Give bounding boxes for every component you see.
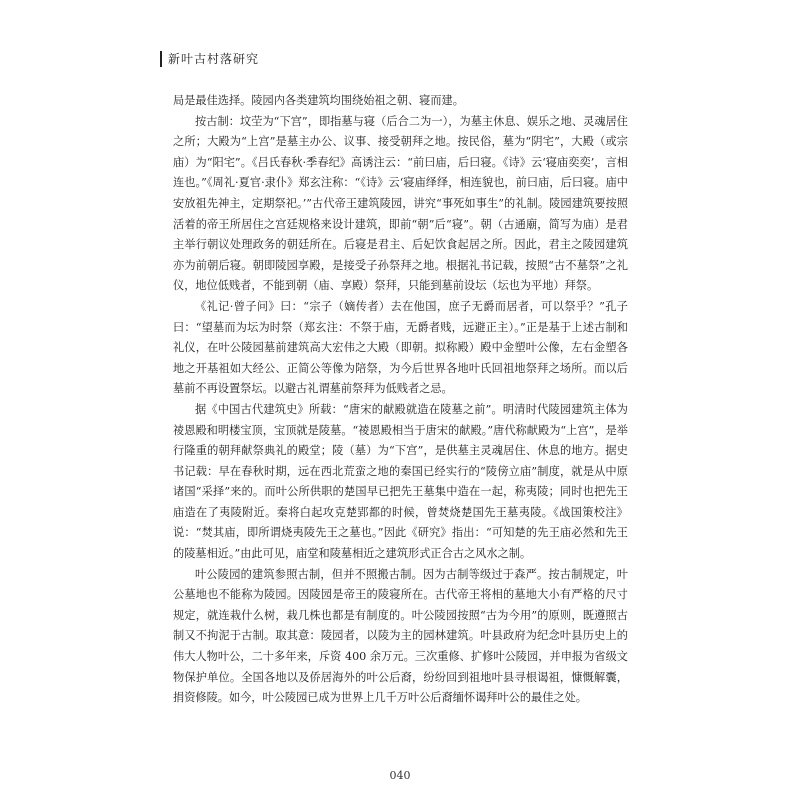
- paragraph-architecture-history: 据《中国古代建筑史》所载：“唐宋的献殿就造在陵墓之前”。明清时代陵园建筑主体为祾恩殿和明楼宝顶，宝顶就是陵墓。“祾恩殿相当于唐宋的献殿。”唐代称献殿为“上宫”，是举行隆重的朝拜献祭典礼的殿堂；陵（墓）为“下宫”，是供墓主灵魂居住、休息的地方。据史书记载：早在春秋时期，远在西北荒蛮之地的秦国已经实行的“陵傍立庙”制度，就是从中原诸国“采择”来的。而叶公所供职的楚国早已把先王墓集中造在一起，称夷陵；同时也把先王庙造在了夷陵附近。秦将白起攻克楚郢都的时候，曾焚烧楚国先王墓夷陵。《战国策校注》说：“焚其庙，即所谓烧夷陵先王之墓也。”因此《研究》指出：“可知楚的先王庙必然和先王的陵墓相近。”由此可见，庙堂和陵墓相近之建筑形式正合古之风水之制。: [173, 402, 628, 561]
- paragraph-yegong-mausoleum: 叶公陵园的建筑参照古制，但并不照搬古制。因为古制等级过于森严。按古制规定，叶公墓地也不能称为陵园。因陵园是帝王的陵寝所在。古代帝王将相的墓地大小有严格的尺寸规定，就连栽什么树，栽几株也都是有制度的。叶公陵园按照“古为今用”的原则，既遵照古制又不拘泥于古制。取其意：陵园者，以陵为主的园林建筑。叶县政府为纪念叶县历史上的伟大人物叶公，二十多年来，斥资 400 余万元。三次重修、扩修叶公陵园，并申报为省级文物保护单位。全国各地以及侨居海外的叶公后裔，纷纷回到祖地叶县寻根谒祖，慷慨解囊，捐资修陵。如今，叶公陵园已成为世界上几千万叶公后裔缅怀谒拜叶公的最佳之处。: [173, 567, 628, 705]
- running-header: [160, 50, 259, 67]
- body-text: [173, 91, 628, 709]
- book-title: 新叶古村落研究: [168, 52, 260, 66]
- paragraph-continuation: 局是最佳选择。陵园内各类建筑均围绕始祖之朝、寝而建。: [173, 94, 464, 107]
- page-number: 040: [389, 769, 411, 782]
- header-divider-bar: [160, 51, 162, 67]
- paragraph-book-of-rites: 《礼记·曾子问》曰：“宗子（嫡传者）去在他国，庶子无爵而居者，可以祭乎？”孔子曰：“望墓而为坛为时祭（郑玄注：不祭于庙，无爵者贱，远避正主）。”正是基于上述古制和礼仪，在叶公陵园墓前建筑高大宏伟之大殿（即朝。拟称殿）殿中金塑叶公像，左右金塑各地之开基祖如大经公、正简公等像为陪祭，为今后世界各地叶氏回祖地祭拜之场所。而以后墓前不再设置祭坛。以避古礼谓墓前祭拜为低贱者之忌。: [173, 299, 628, 396]
- paragraph-ancient-system: 按古制：坟茔为“下宫”，即指墓与寝（后合二为一），为墓主休息、娱乐之地、灵魂居住之所；大殿为“上宫”是墓主办公、议事、接受朝拜之地。按民俗，墓为“阴宅”，大殿（或宗庙）为“阳宅”。《吕氏春秋·季春纪》高诱注云：“前曰庙，后曰寝。《诗》云‘寝庙奕奕’，言相连也。”《周礼·夏官·隶仆》郑玄注称：“《诗》云‘寝庙绎绎，相连貌也，前曰庙，后曰寝。庙中安放祖先神主，定期祭祀。’”古代帝王建筑陵园，讲究“事死如事生”的礼制。陵园建筑要按照活着的帝王所居住之宫廷规格来设计建筑，即前“朝”后“寝”。朝（古通廟，简写为庙）是君主举行朝议处理政务的朝廷所在。后寝是君主、后妃饮食起居之所。因此，君主之陵园建筑亦为前朝后寝。朝即陵园享殿，是接受子孙祭拜之地。根据礼书记载，按照“古不墓祭”之礼仪，地位低贱者，不能到朝（庙、享殿）祭拜，只能到墓前设坛（坛也为平地）拜祭。: [173, 114, 628, 293]
